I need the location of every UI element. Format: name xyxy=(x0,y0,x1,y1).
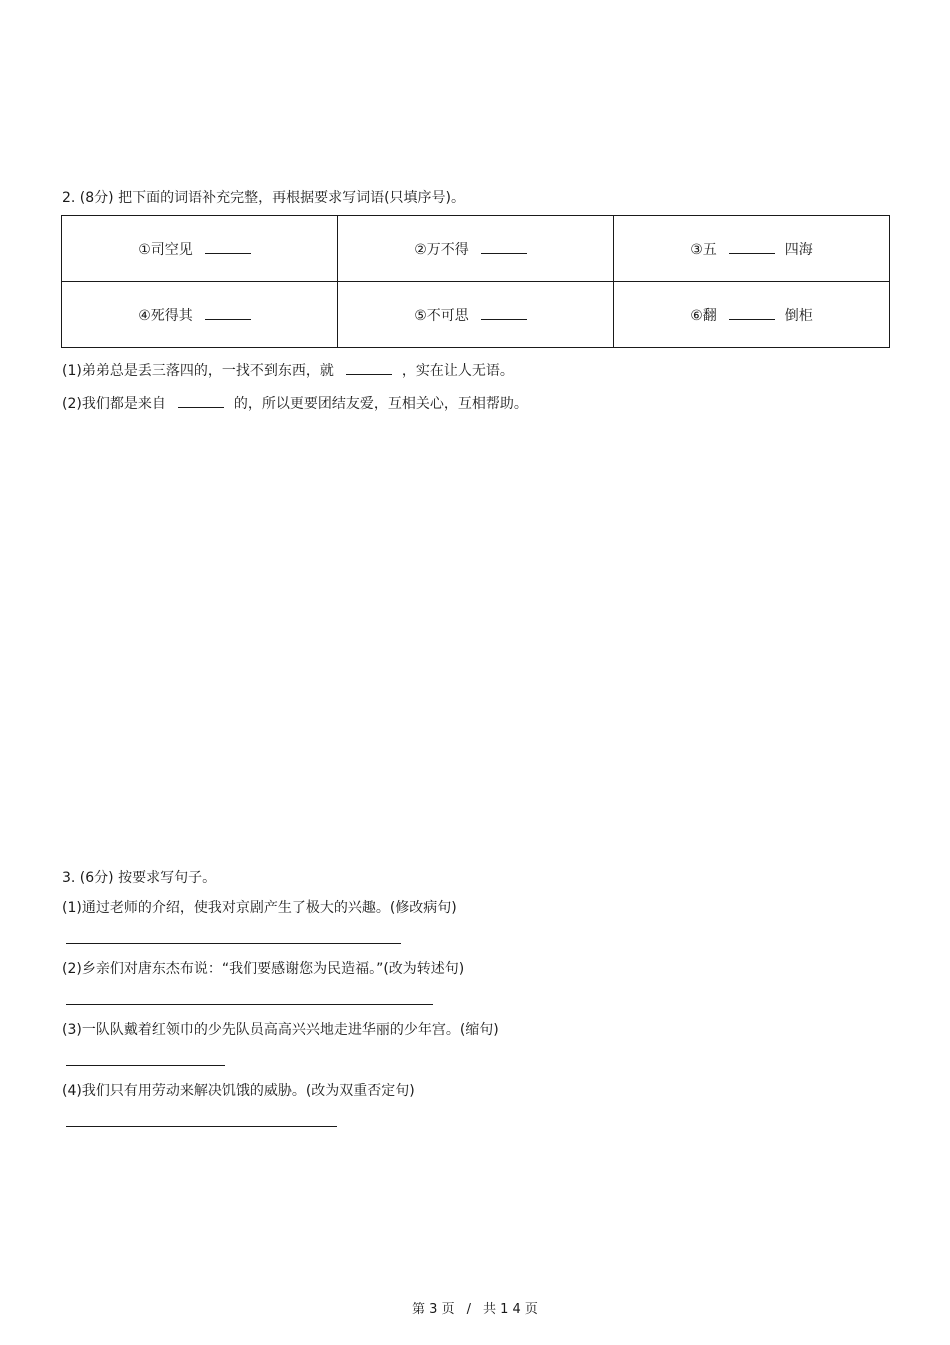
answer-blank[interactable] xyxy=(205,305,251,320)
page-number: 第 3 页 xyxy=(412,1302,455,1317)
word-cell-6 xyxy=(614,282,890,348)
q3-item-2: (2)乡亲们对唐东杰布说：“我们要感谢您为民造福。”(改为转述句) xyxy=(62,961,465,977)
cell-text: ④死得其 xyxy=(138,307,193,324)
cell-text: ⑥翻 xyxy=(690,307,717,324)
q3-item-4: (4)我们只有用劳动来解决饥饿的威胁。(改为双重否定句) xyxy=(62,1083,415,1099)
page-footer xyxy=(0,1298,950,1317)
page-separator: / xyxy=(466,1302,471,1317)
word-cell-2 xyxy=(338,216,614,282)
answer-blank[interactable] xyxy=(729,305,775,320)
word-completion-table xyxy=(61,215,890,348)
table-row xyxy=(62,216,890,282)
table-row xyxy=(62,282,890,348)
q3-item-3: (3)一队队戴着红领巾的少先队员高高兴兴地走进华丽的少年宫。(缩句) xyxy=(62,1022,499,1038)
answer-blank[interactable] xyxy=(178,393,224,408)
answer-blank[interactable] xyxy=(346,360,392,375)
sentence-text: (1)弟弟总是丢三落四的，一找不到东西，就 xyxy=(62,363,334,379)
q3-item-1: (1)通过老师的介绍，使我对京剧产生了极大的兴趣。(修改病句) xyxy=(62,900,457,916)
word-cell-1 xyxy=(62,216,338,282)
word-cell-5 xyxy=(338,282,614,348)
cell-text: ①司空见 xyxy=(138,241,193,258)
answer-blank[interactable] xyxy=(481,305,527,320)
cell-text: ②万不得 xyxy=(414,241,469,258)
answer-line[interactable] xyxy=(66,1004,433,1005)
answer-blank[interactable] xyxy=(481,239,527,254)
answer-blank[interactable] xyxy=(729,239,775,254)
cell-text-after: 倒柜 xyxy=(784,307,813,324)
answer-line[interactable] xyxy=(66,1126,337,1127)
q2-sentence-1 xyxy=(62,360,514,380)
answer-blank[interactable] xyxy=(205,239,251,254)
sentence-text-after: 的，所以更要团结友爱，互相关心，互相帮助。 xyxy=(233,396,528,412)
word-cell-3 xyxy=(614,216,890,282)
cell-text: ⑤不可思 xyxy=(414,307,469,324)
page-total: 共 1 4 页 xyxy=(482,1302,538,1317)
answer-line[interactable] xyxy=(66,1065,225,1066)
answer-line[interactable] xyxy=(66,943,401,944)
cell-text-after: 四海 xyxy=(784,241,813,258)
sentence-text: (2)我们都是来自 xyxy=(62,396,166,412)
word-cell-4 xyxy=(62,282,338,348)
sentence-text-after: ，实在让人无语。 xyxy=(401,363,514,379)
cell-text: ③五 xyxy=(690,241,717,258)
question-2-title: 2. (8分) 把下面的词语补充完整，再根据要求写词语(只填序号)。 xyxy=(62,190,466,206)
q2-sentence-2 xyxy=(62,393,528,413)
question-3-title: 3. (6分) 按要求写句子。 xyxy=(62,870,217,886)
